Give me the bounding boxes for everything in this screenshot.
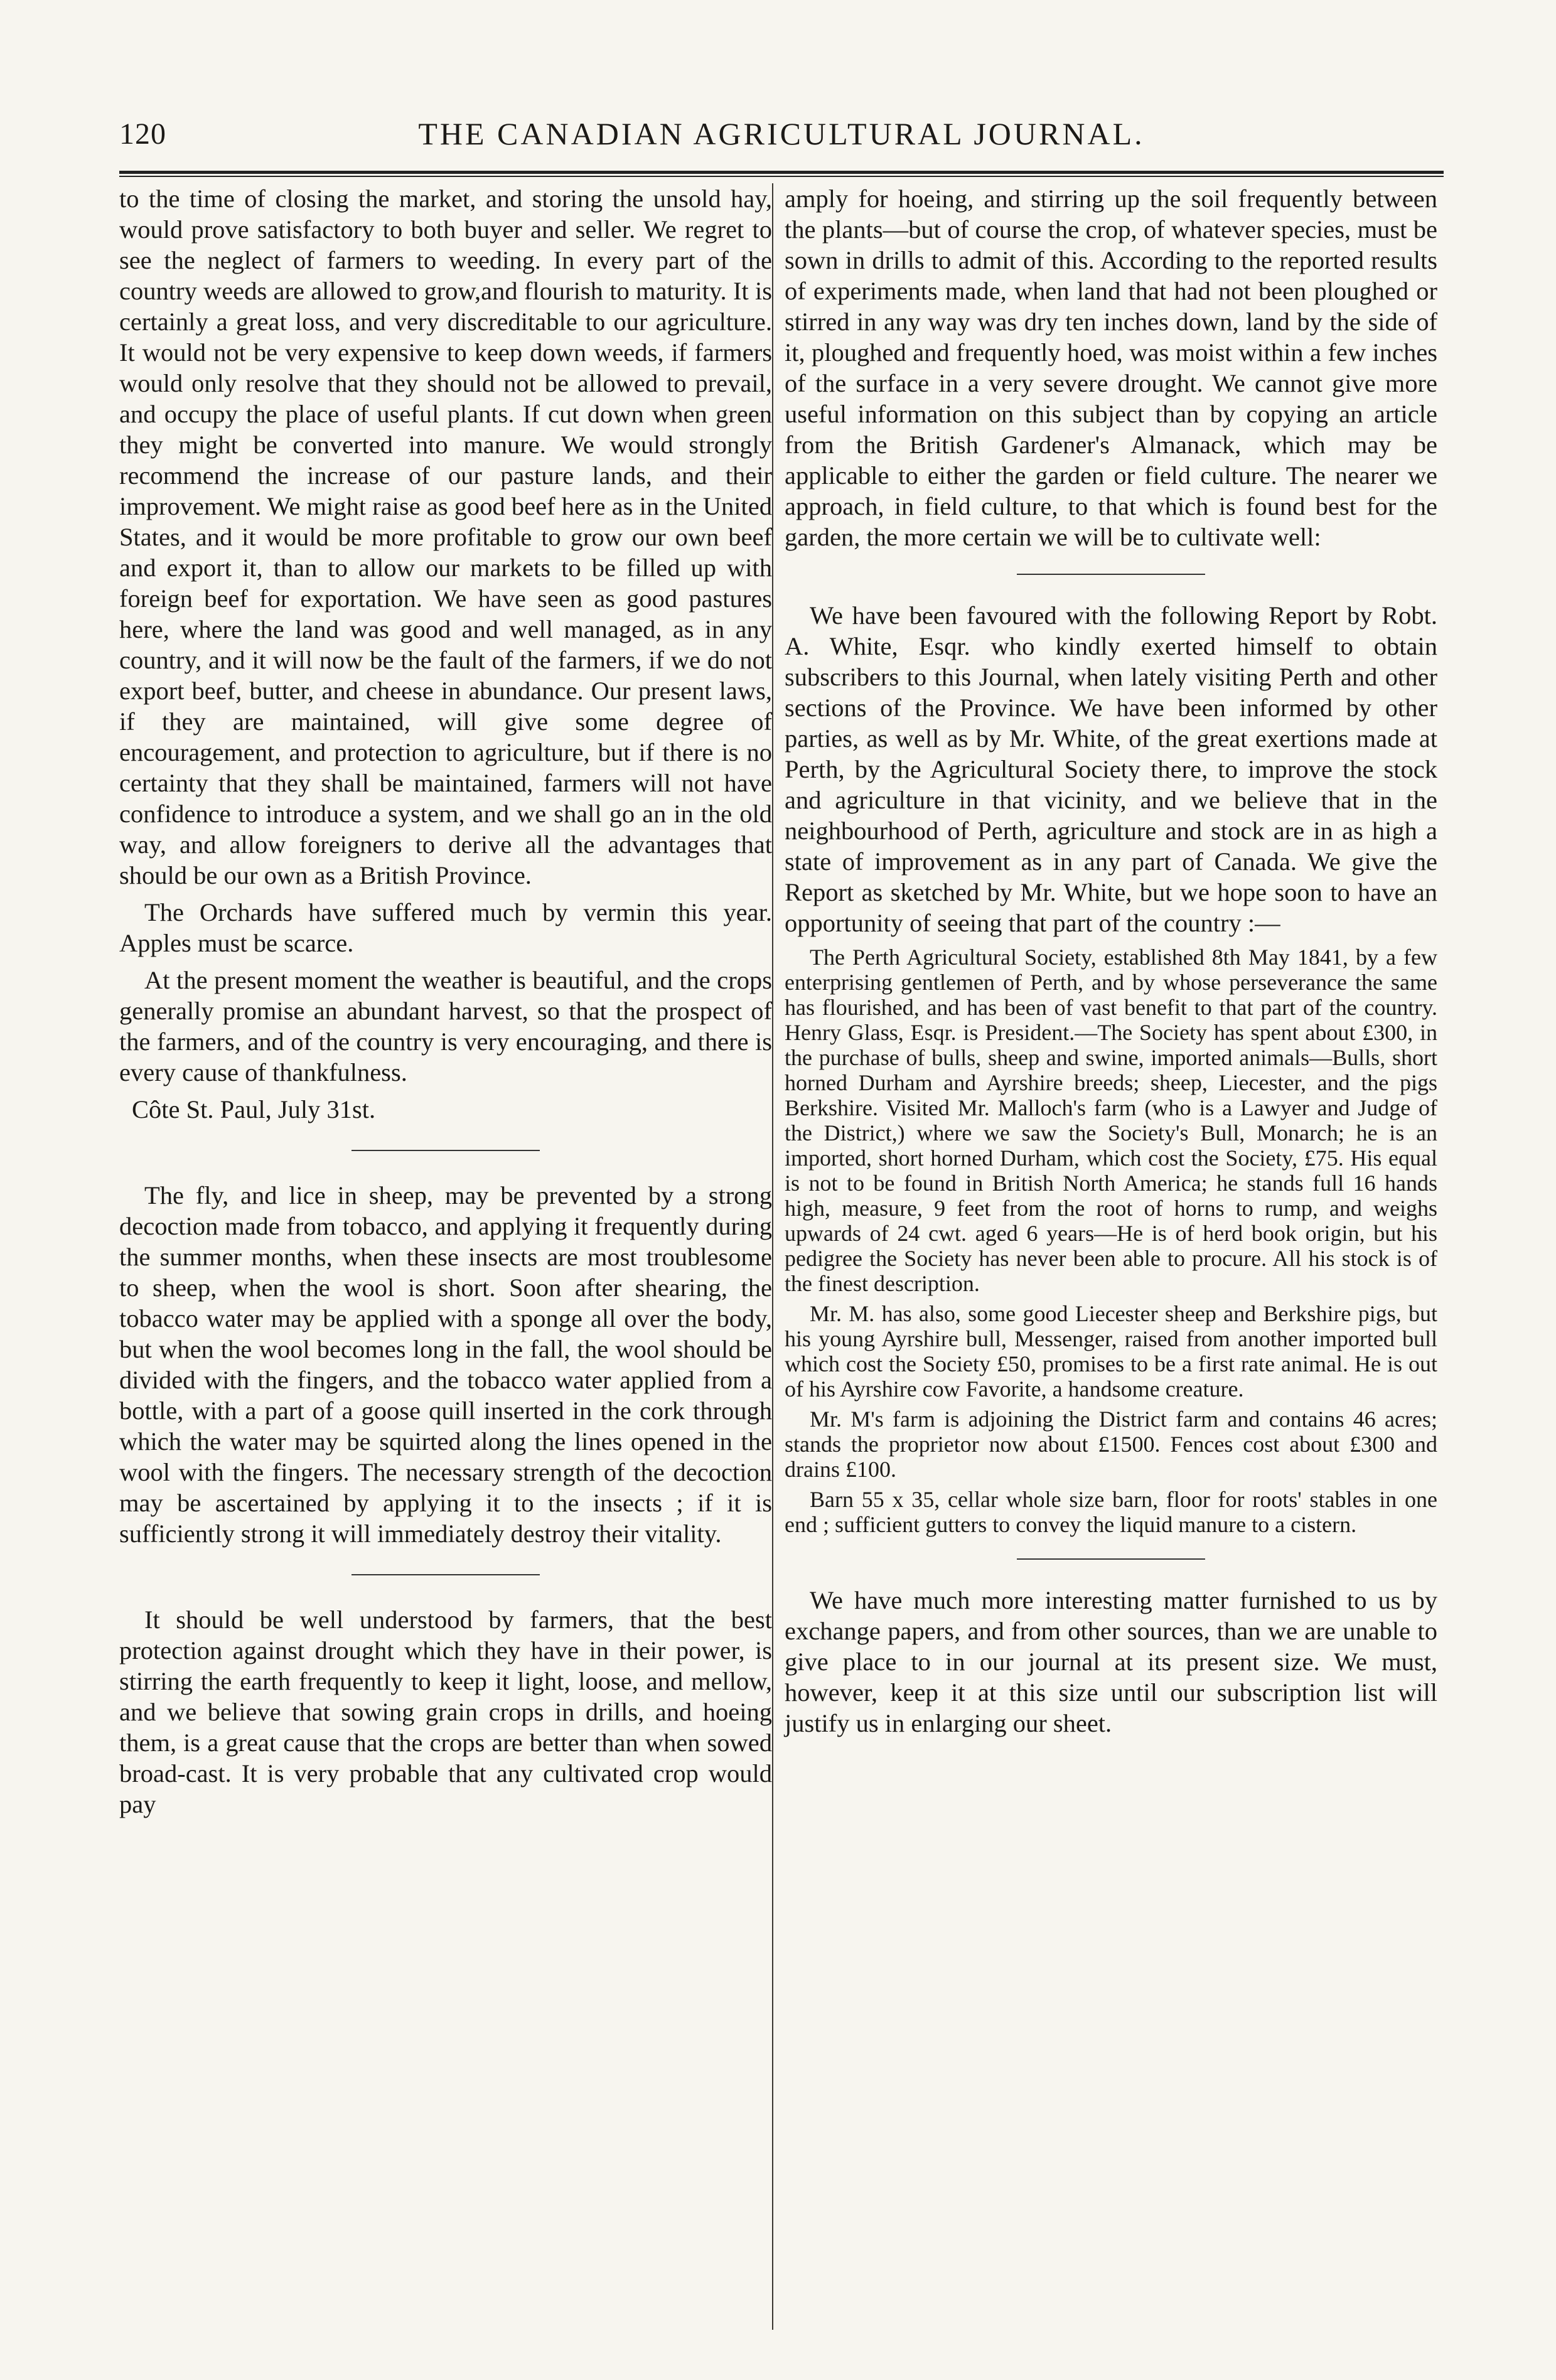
editorial-note-paragraph: We have much more interesting matter furnished to us by exchange papers, and from other sources, than we are unable to give place to in our journal at its present size. We must, however, keep it at this size until our subscription list will justify us in enlarging our sheet.: [785, 1586, 1437, 1737]
report-intro-paragraph: We have been favoured with the following Report by Robt. A. White, Esqr. who kindly exerted himself to obtain subscribers to this Journal, when lately visiting Perth and other sections of the Province. We have been informed by other parties, as well as by Mr. White, of the great exertions made at Perth, by the Agricultural Society there, to improve the stock and agriculture in that vicinity, and we believe that in the neighbourhood of Perth, agriculture and stock are in as high a state of improvement as in any part of Canada. We give the Report as sketched by Mr. White, but we hope soon to have an opportunity of seeing that part of the country :—: [785, 601, 1437, 937]
page-header: [119, 113, 1444, 163]
section-divider: [351, 1574, 540, 1575]
orchards-paragraph: The Orchards have suffered much by vermin this year. Apples must be scarce.: [119, 898, 772, 957]
right-column: [785, 183, 1437, 1745]
journal-title: THE CANADIAN AGRICULTURAL JOURNAL.: [418, 116, 1145, 151]
page-number: 120: [119, 117, 166, 151]
left-column: [119, 183, 772, 1826]
drought-paragraph: It should be well understood by farmers, that the best protection against drought which they have in their power, is stirring the earth frequently to keep it light, loose, and mellow, and we believe that sowing grain crops in drills, and hoeing them, is a great cause that the crops are better than when sowed broad-cast. It is very probable that any cultivated crop would pay: [119, 1605, 772, 1818]
hoeing-paragraph: amply for hoeing, and stirring up the soil frequently between the plants—but of course the crop, of whatever species, must be sown in drills to admit of this. According to the reported results of experiments made, when land that had not been ploughed or stirred in any way was dry ten inches down, land by the side of it, ploughed and frequently hoed, was moist within a few inches of the surface in a very severe drought. We cannot give more useful information on this subject than by copying an article from the British Gardener's Almanack, which may be applicable to either the garden or field culture. The nearer we approach, in field culture, to that which is found best for the garden, the more certain we will be to cultivate well:: [785, 185, 1437, 551]
farm-details-paragraph: Mr. M's farm is adjoining the District farm and contains 46 acres; stands the proprietor now about £1500. Fences cost about £300 and drains £100.: [785, 1407, 1437, 1482]
barn-paragraph: Barn 55 x 35, cellar whole size barn, floor for roots' stables in one end ; sufficient gutters to convey the liquid manure to a cistern.: [785, 1487, 1437, 1537]
weeds-and-pasture-paragraph: to the time of closing the market, and storing the unsold hay, would prove satisfactory to both buyer and seller. We regret to see the neglect of farmers to weeding. In every part of the country weeds are allowed to grow,and flourish to maturity. It is certainly a great loss, and very discreditable to our agriculture. It would not be very expensive to keep down weeds, if farmers would only resolve that they should not be allowed to prevail, and occupy the place of useful plants. If cut down when green they might be converted into manure. We would strongly recommend the increase of our pasture lands, and their improvement. We might raise as good beef here as in the United States, and it would be more profitable to grow our own beef and export it, than to allow our markets to be filled up with foreign beef for exportation. We have seen as good pastures here, where the land was good and well managed, as in any country, and it will now be the fault of the farmers, if we do not export beef, butter, and cheese in abundance. Our present laws, if they are maintained, will give some degree of encouragement, and protection to agriculture, but if there is no certainty that they shall be maintained, farmers will not have confidence to introduce a system, and we shall go an in the old way, and allow foreigners to derive all the advantages that should be our own as a British Province.: [119, 185, 772, 889]
weather-paragraph: At the present moment the weather is beautiful, and the crops generally promise an abundant harvest, so that the prospect of the farmers, and of the country is very encouraging, and there is every cause of thankfulness.: [119, 966, 772, 1086]
dateline: Côte St. Paul, July 31st.: [132, 1095, 376, 1123]
section-divider: [351, 1150, 540, 1151]
perth-society-paragraph: The Perth Agricultural Society, established 8th May 1841, by a few enterprising gentlemen of Perth, and by whose perseverance the same has flourished, and has been of vast benefit to that part of the country. Henry Glass, Esqr. is President.—The Society has spent about £300, in the purchase of bulls, sheep and swine, imported animals—Bulls, short horned Durham and Ayrshire breeds; sheep, Liecester, and the pigs Berkshire. Visited Mr. Malloch's farm (who is a Lawyer and Judge of the District,) where we saw the Society's Bull, Monarch; he is an imported, short horned Durham, which cost the Society, £75. His equal is not to be found in British North America; he stands full 16 hands high, measure, 9 feet from the root of horns to rump, and weighs upwards of 24 cwt. aged 6 years—He is of herd book origin, but his pedigree the Society has never been able to procure. All his stock is of the finest description.: [785, 945, 1437, 1296]
sheep-lice-paragraph: The fly, and lice in sheep, may be prevented by a strong decoction made from tobacco, and applying it frequently during the summer months, when these insects are most troublesome to sheep, when the wool is short. Soon after shearing, the tobacco water may be applied with a sponge all over the body, but when the wool becomes long in the fall, the wool should be divided with the fingers, and the tobacco water applied from a bottle, with a part of a goose quill inserted in the cork through which the water may be squirted along the lines opened in the wool with the fingers. The necessary strength of the decoction may be ascertained by applying it to the insects ; if it is sufficiently strong it will immediately destroy their vitality.: [119, 1181, 772, 1548]
section-divider: [1017, 1558, 1205, 1560]
section-divider: [1017, 574, 1205, 575]
header-rule: [119, 171, 1444, 177]
column-divider: [772, 183, 773, 2330]
malloch-stock-paragraph: Mr. M. has also, some good Liecester sheep and Berkshire pigs, but his young Ayrshire bull, Messenger, raised from another imported bull which cost the Society £50, promises to be a first rate animal. He is out of his Ayrshire cow Favorite, a handsome creature.: [785, 1301, 1437, 1402]
